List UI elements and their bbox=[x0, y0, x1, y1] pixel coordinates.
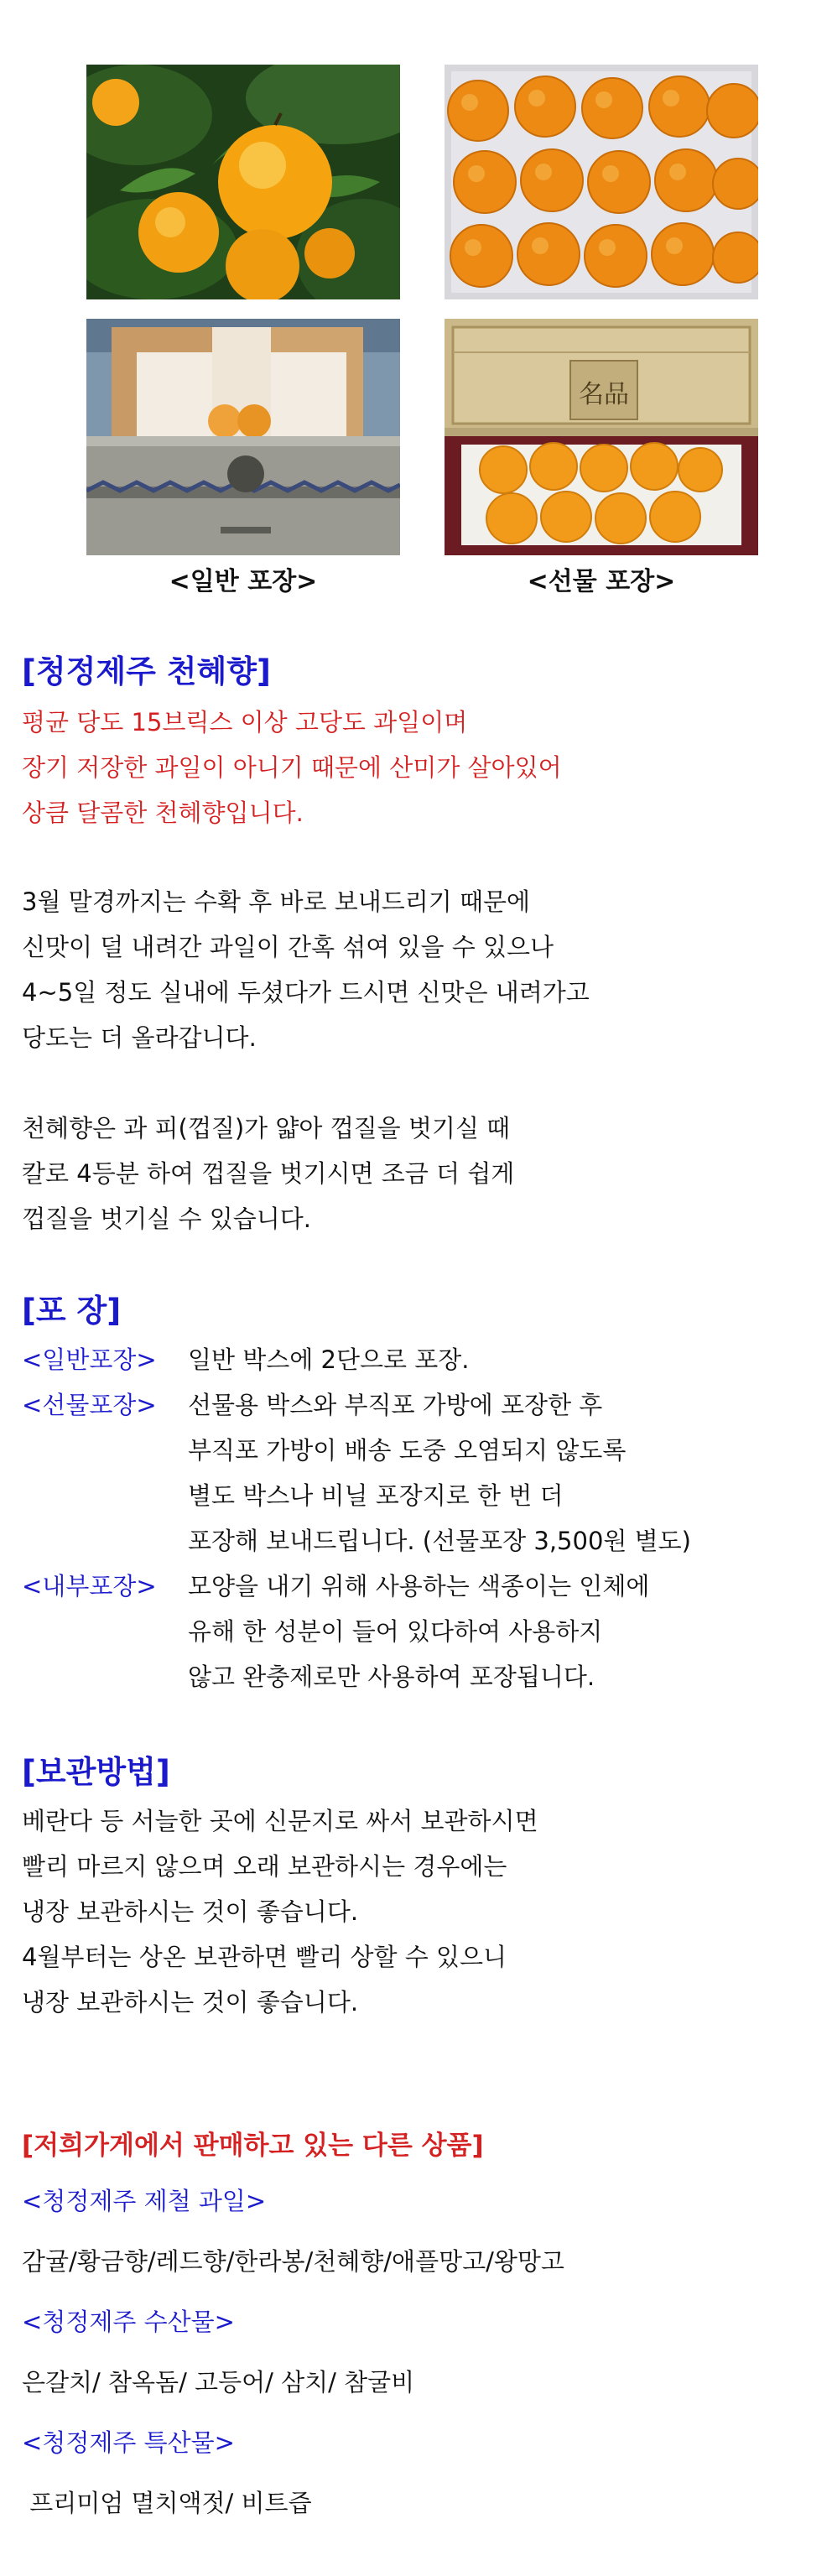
text-line: 껍질을 벗기실 수 있습니다. bbox=[22, 1205, 312, 1233]
text-line: 선물용 박스와 부직포 가방에 포장한 후 bbox=[188, 1391, 603, 1419]
other-products-title: [저희가게에서 판매하고 있는 다른 상품] bbox=[22, 2131, 484, 2161]
text-line: 냉장 보관하시는 것이 좋습니다. bbox=[22, 1897, 359, 1926]
text-line: 당도는 더 올라갑니다. bbox=[22, 1023, 257, 1052]
category-specialty: <청정제주 특산물> bbox=[22, 2428, 235, 2457]
text-line: 평균 당도 15브릭스 이상 고당도 과일이며 bbox=[22, 708, 468, 736]
text-line: 4~5일 정도 실내에 두셨다가 드시면 신맛은 내려가고 bbox=[22, 978, 590, 1007]
category-seafood: <청정제주 수산물> bbox=[22, 2308, 235, 2336]
text-line: 유해 한 성분이 들어 있다하여 사용하지 bbox=[188, 1617, 603, 1646]
gift-box-photo bbox=[445, 319, 758, 555]
category-specialty-items: 프리미엄 멸치액젓/ 비트즙 bbox=[22, 2489, 312, 2517]
category-seafood-items: 은갈치/ 참옥돔/ 고등어/ 삼치/ 참굴비 bbox=[22, 2368, 415, 2396]
sweetness-paragraph bbox=[22, 700, 562, 835]
category-fruit-items: 감귤/황금향/레드향/한라봉/천혜향/애플망고/왕망고 bbox=[22, 2247, 564, 2276]
pack-text bbox=[188, 1337, 469, 1382]
text-line: 모양을 내기 위해 사용하는 색종이는 인체에 bbox=[188, 1572, 650, 1600]
peeling-paragraph bbox=[22, 1106, 514, 1241]
text-line: 베란다 등 서늘한 곳에 신문지로 싸서 보관하시면 bbox=[22, 1807, 538, 1835]
pack-text bbox=[188, 1382, 691, 1564]
text-line: 칼로 4등분 하여 껍질을 벗기시면 조금 더 쉽게 bbox=[22, 1159, 515, 1188]
general-box-photo bbox=[86, 319, 400, 555]
product-heading: [청정제주 천혜향] bbox=[22, 653, 271, 690]
text-line: 않고 완충제로만 사용하여 포장됩니다. bbox=[188, 1663, 595, 1691]
storage-paragraph bbox=[22, 1798, 538, 2025]
pack-text bbox=[188, 1564, 649, 1699]
storage-heading: [보관방법] bbox=[22, 1754, 170, 1790]
general-pack-caption: <일반 포장> bbox=[169, 567, 318, 596]
text-line: 별도 박스나 비닐 포장지로 한 번 더 bbox=[188, 1481, 564, 1510]
harvest-paragraph bbox=[22, 879, 590, 1060]
text-line: 천혜향은 과 피(껍질)가 얇아 껍질을 벗기실 때 bbox=[22, 1114, 511, 1142]
boxed-fruit-photo bbox=[445, 65, 758, 299]
gift-box-logo: 名品 bbox=[579, 380, 629, 409]
pack-row-gift bbox=[22, 1382, 810, 1564]
category-fruit: <청정제주 제철 과일> bbox=[22, 2187, 267, 2215]
text-line: 상큼 달콤한 천혜향입니다. bbox=[22, 799, 304, 827]
text-line: 냉장 보관하시는 것이 좋습니다. bbox=[22, 1988, 359, 2017]
text-line: 4월부터는 상온 보관하면 빨리 상할 수 있으니 bbox=[22, 1943, 507, 1971]
text-line: 포장해 보내드립니다. (선물포장 3,500원 별도) bbox=[188, 1527, 691, 1555]
text-line: 장기 저장한 과일이 아니기 때문에 산미가 살아있어 bbox=[22, 753, 562, 782]
pack-label: <일반포장> bbox=[22, 1345, 157, 1374]
pack-row-inner bbox=[22, 1564, 810, 1699]
text-line: 신맛이 덜 내려간 과일이 간혹 섞여 있을 수 있으나 bbox=[22, 933, 554, 961]
pack-label: <선물포장> bbox=[22, 1391, 157, 1419]
pack-row-general bbox=[22, 1337, 810, 1382]
text-line: 3월 말경까지는 수확 후 바로 보내드리기 때문에 bbox=[22, 887, 531, 916]
gift-pack-caption: <선물 포장> bbox=[527, 567, 676, 596]
text-line: 부직포 가방이 배송 도중 오염되지 않도록 bbox=[188, 1436, 627, 1465]
text-line: 빨리 마르지 않으며 오래 보관하시는 경우에는 bbox=[22, 1852, 507, 1881]
packaging-heading: [포 장] bbox=[22, 1293, 122, 1329]
pack-label: <내부포장> bbox=[22, 1572, 157, 1600]
tree-fruit-photo bbox=[86, 65, 400, 299]
text-line: 일반 박스에 2단으로 포장. bbox=[188, 1345, 470, 1374]
